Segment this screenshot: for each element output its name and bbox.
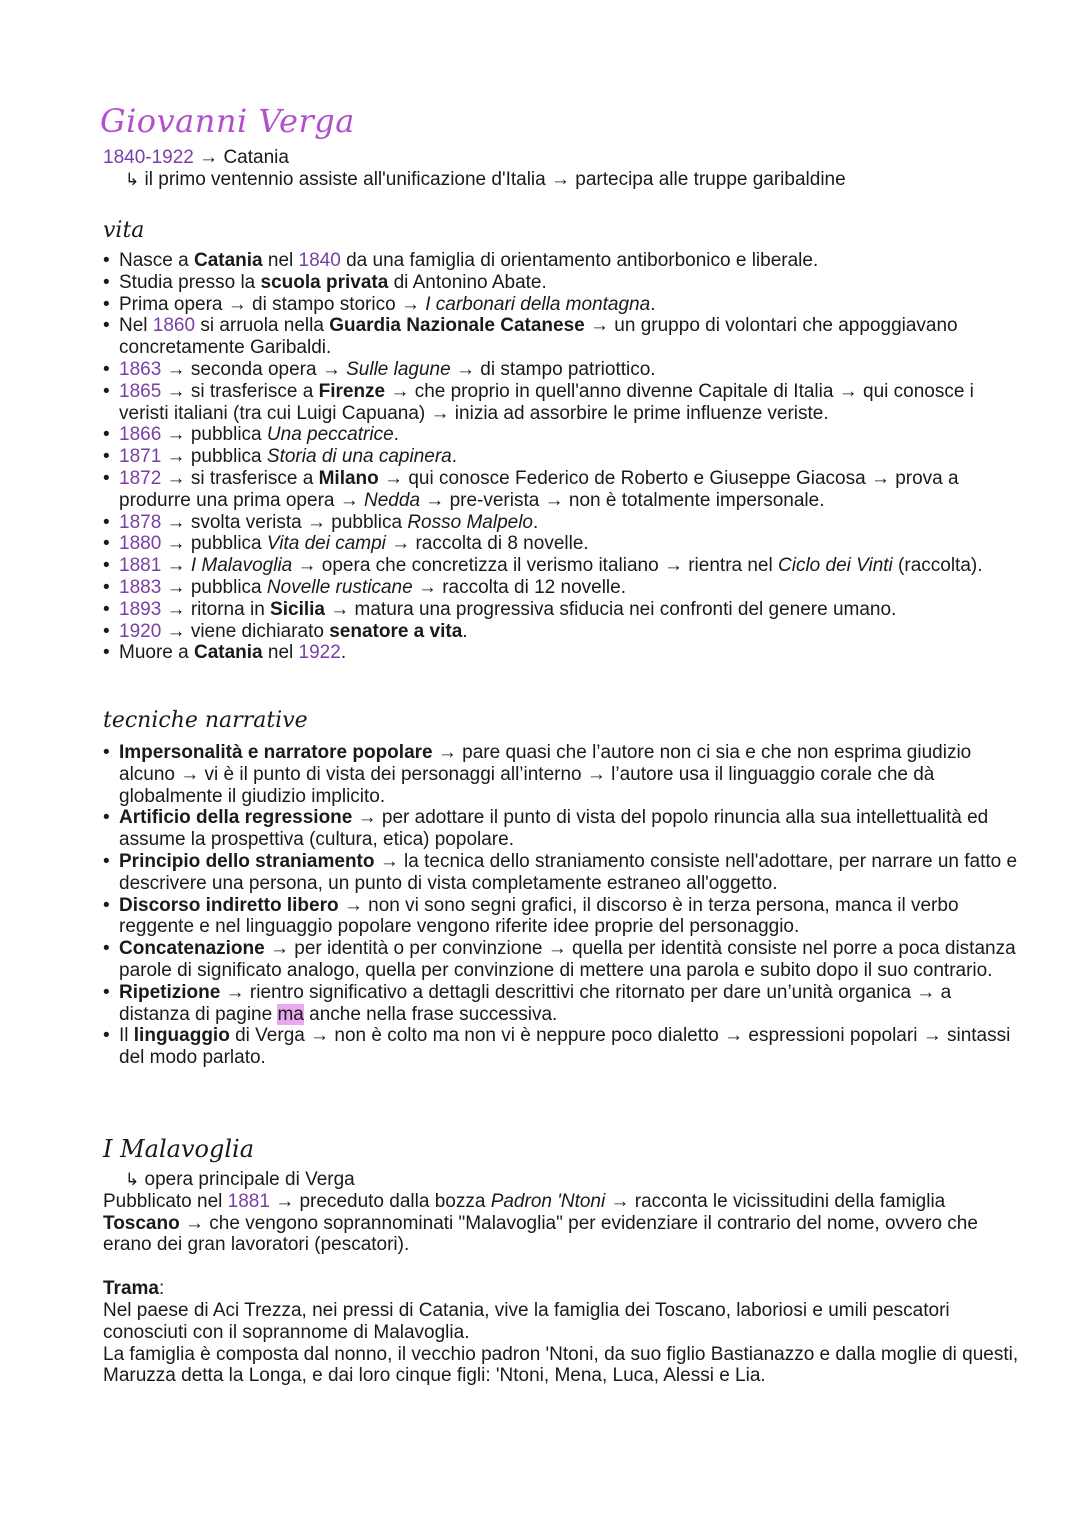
text-segment: . [340,642,347,664]
list-item [103,424,1020,446]
bold-text: Catania [193,250,263,271]
italic-text: Padron 'Ntoni [490,1190,606,1212]
text-segment: nel [262,642,299,664]
text-segment: → pre-verista → non è totalmente impersonale. [420,489,825,511]
text-segment: Il [119,1025,134,1047]
text-segment: → pubblica [161,533,267,555]
corner-arrow-icon: ↳ [125,169,140,189]
bold-text: linguaggio [133,1025,230,1047]
list-item [103,982,1020,1026]
year-text: 1878 [119,511,162,533]
text-segment: di Verga → non è colto ma non vi è neppure poco dialetto → espressioni popolari → sintassi del modo parlato. [119,1025,1011,1069]
text-segment: Pubblicato nel [103,1190,228,1212]
list-item [103,895,1020,939]
year-text: 1863 [119,358,162,380]
italic-text: Una peccatrice [266,424,394,446]
list-item [103,272,1020,294]
year-text: 1922 [298,642,341,664]
list-item [103,851,1020,895]
italic-text: I Malavoglia [190,555,293,577]
list-item [103,577,1020,599]
year-text: 1872 [119,467,162,489]
text-segment: . [393,424,399,446]
list-item [103,315,1020,359]
bold-text: Catania [193,642,263,664]
text-segment: → che vengono soprannominati "Malavoglia" per evidenziare il contrario del nome, ovvero che erano dei gran lavoratori (pescatori). [103,1212,978,1256]
intro-dates: 1840-1922 [103,147,194,168]
text-segment: . [650,293,656,315]
tecniche-list [103,742,1020,1069]
year-text: 1871 [119,446,162,468]
list-item [103,599,1020,621]
bold-text: Discorso indiretto libero [119,894,339,916]
year-text: 1840 [298,250,341,271]
list-item [103,381,1020,425]
italic-text: I carbonari della montagna [425,293,651,315]
bold-text: Sicilia [270,598,325,620]
text-segment: . [533,511,539,533]
text-segment: → che proprio in quell'anno divenne Capitale di Italia → qui conosce i veristi italiani (tra cui Luigi Capuana) → inizia ad assorbire le prime influenze veriste. [119,380,974,424]
italic-text: Novelle rusticane [266,576,413,598]
vita-section [103,250,1020,664]
text-segment: → rientro significativo a dettagli descrittivi che ritornato per dare un’unità organica → a distanza di pagine [119,981,952,1025]
list-item [103,742,1020,807]
italic-text: Nedda [364,489,421,511]
list-item [103,807,1020,851]
bold-text: senatore a vita [329,620,463,642]
text-segment: si arruola nella [195,315,330,337]
list-item [103,250,1020,272]
italic-text: Sulle lagune [346,358,451,380]
text-segment: → raccolta di 8 novelle. [385,533,589,555]
malavoglia-intro [103,1191,1020,1256]
year-text: 1880 [119,533,162,555]
intro-line [103,147,1020,169]
bold-text: scuola privata [260,271,389,293]
vita-heading: vita [103,218,145,243]
trama-paragraph-2: La famiglia è composta dal nonno, il vecchio padron 'Ntoni, da suo figlio Bastianazzo e dalla moglie di questi, Maruzza detta la Longa, e dai loro cinque figli: 'Ntoni, Mena, Luca, Alessi e Lia. [103,1343,1019,1387]
text-segment: → opera che concretizza il verismo italiano → rientra nel [292,555,778,577]
list-item [103,621,1020,643]
text-segment: → [161,555,191,577]
text-segment: → pubblica [161,424,267,446]
list-item [103,1025,1020,1069]
list-item [103,359,1020,381]
vita-list [103,250,1020,664]
year-text: 1920 [119,620,162,642]
list-item [103,555,1020,577]
text-segment: → di stampo patriottico. [450,358,656,380]
page-title: Giovanni Verga [100,102,355,140]
text-segment: → qui conosce Federico de Roberto e Giuseppe Giacosa → prova a produrre una prima opera → [119,467,959,511]
year-text: 1866 [119,424,162,446]
bold-text: Impersonalità e narratore popolare [119,742,433,763]
text-segment: → per identità o per convinzione → quella per identità consiste nel porre a poca distanza parole di significato analogo, quella per convinzione di mettere una parola e subito dopo il suo contrario. [119,938,1016,981]
text-segment: Studia presso la [119,271,261,293]
text-segment: nel [262,250,299,271]
italic-text: Ciclo dei Vinti [778,555,893,577]
trama-paragraph-1: Nel paese di Aci Trezza, nei pressi di Catania, vive la famiglia dei Toscano, laboriosi e umili pescatori conosciuti con il soprannome di Malavoglia. [103,1299,950,1343]
list-item [103,468,1020,512]
colon: : [158,1278,165,1300]
text-segment: da una famiglia di orientamento antiborbonico e liberale. [340,250,819,271]
year-text: 1881 [227,1190,270,1212]
malavoglia-subnote-line [103,1169,1020,1191]
text-segment: (raccolta). [892,555,983,577]
highlighted-text: ma [277,1003,304,1025]
text-segment: → si trasferisce a [161,380,319,402]
malavoglia-subnote: opera principale di Verga [144,1169,355,1190]
list-item [103,642,1020,664]
intro-note: il primo ventennio assiste all'unificazione d'Italia → partecipa alle truppe garibaldine [144,168,846,190]
bold-text: Artificio della regressione [119,807,353,829]
text-segment: → non vi sono segni grafici, il discorso è in terza persona, manca il verbo reggente e nel linguaggio popolare vengono riferite idee proprie del personaggio. [119,894,959,938]
malavoglia-section [103,1169,1020,1387]
tecniche-heading: tecniche narrative [103,708,308,733]
text-segment: → svolta verista → pubblica [161,511,408,533]
year-text: 1893 [119,598,162,620]
text-segment: di Antonino Abate. [388,271,547,293]
list-item [103,533,1020,555]
bold-text: Milano [318,467,379,489]
year-text: 1865 [119,380,162,402]
text-segment: → un gruppo di volontari che appoggiavano concretamente Garibaldi. [119,315,958,359]
text-segment: → per adottare il punto di vista del popolo rinuncia alla sua intellettualità ed assume la prospettiva (cultura, etica) popolare. [119,807,989,851]
text-segment: → pubblica [161,446,267,468]
trama-label: Trama [103,1278,159,1300]
text-segment: Nasce a [119,250,194,271]
text-segment: → ritorna in [161,598,271,620]
bold-text: Guardia Nazionale Catanese [329,315,585,337]
text-segment: . [462,620,468,642]
year-text: 1860 [152,315,196,337]
text-segment: → viene dichiarato [161,620,330,642]
italic-text: Vita dei campi [266,533,386,555]
text-segment: → raccolta di 12 novelle. [412,576,626,598]
list-item [103,938,1020,982]
list-item [103,512,1020,534]
tecniche-section [103,742,1020,1069]
malavoglia-heading: I Malavoglia [103,1135,255,1163]
text-segment: Muore a [119,642,194,664]
spacer [103,1256,1020,1278]
bold-text: Principio dello straniamento [119,850,375,872]
year-text: 1881 [119,555,162,577]
intro-note-line [103,169,1020,191]
text-segment: → la tecnica dello straniamento consiste nell'adottare, per narrare un fatto e descrivere una persona, un punto di vista completamente estraneo all'oggetto. [119,850,1018,894]
list-item [103,294,1020,316]
text-segment: Nel [119,315,153,337]
text-segment: → si trasferisce a [161,467,319,489]
text-segment: → pubblica [161,576,267,598]
bold-text: Concatenazione [119,938,265,960]
text-segment: → pare quasi che l’autore non ci sia e che non esprima giudizio alcuno → vi è il punto di vista dei personaggi all’interno → l’autore usa il linguaggio corale che dà globalmente il giudizio implicito. [119,742,972,807]
bold-text: Toscano [103,1212,180,1234]
italic-text: Storia di una capinera [266,446,452,468]
bold-text: Firenze [318,380,386,402]
text-segment: anche nella frase successiva. [303,1003,558,1025]
text-segment: → seconda opera → [161,358,347,380]
intro-block [103,147,1020,191]
text-segment: → matura una progressiva sfiducia nei confronti del genere umano. [324,598,897,620]
text-segment: Prima opera → di stampo storico → [119,293,426,315]
corner-arrow-icon: ↳ [125,1170,140,1189]
trama-label-line [103,1278,1020,1300]
text-segment: . [451,446,458,468]
year-text: 1883 [119,576,162,598]
text-segment: → preceduto dalla bozza [269,1190,491,1212]
list-item [103,446,1020,468]
italic-text: Rosso Malpelo [407,511,533,533]
bold-text: Ripetizione [119,981,221,1003]
intro-place: Catania [223,147,289,168]
arrow-icon: → [199,147,224,168]
text-segment: → racconta le vicissitudini della famiglia [605,1190,946,1212]
